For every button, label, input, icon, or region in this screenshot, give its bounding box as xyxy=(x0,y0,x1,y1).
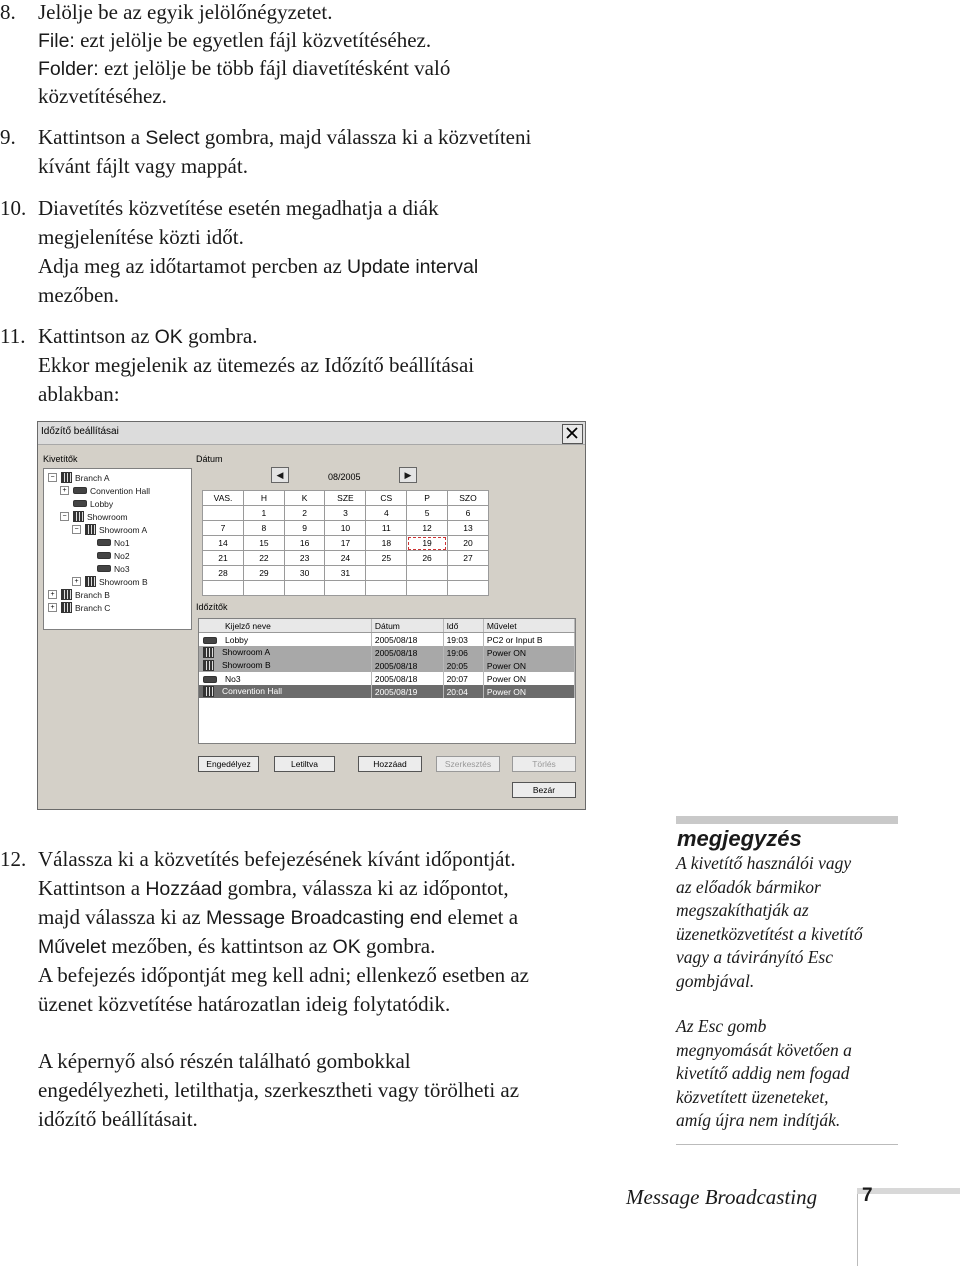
tree-item-label: Convention Hall xyxy=(90,485,151,496)
step-text: üzenet közvetítése határozatlan ideig folytatódik. xyxy=(38,992,451,1016)
step-text: majd válassza ki az xyxy=(38,905,206,929)
step-text: A befejezés időpontját meg kell adni; ellenkező esetben az xyxy=(38,963,529,987)
table-cell: Convention Hall xyxy=(222,685,283,696)
calendar-day[interactable]: 18 xyxy=(366,536,407,551)
table-cell: Power ON xyxy=(486,660,527,671)
step-number: 12. xyxy=(0,847,27,871)
step-text: gombra. xyxy=(360,934,436,958)
projector-icon xyxy=(203,676,217,683)
close-icon[interactable] xyxy=(562,424,583,444)
calendar-day[interactable] xyxy=(366,566,407,581)
add-button[interactable]: Hozzáad xyxy=(358,756,422,772)
projector-icon xyxy=(97,552,111,559)
ui-term-action: Művelet xyxy=(38,936,107,958)
tree-item-label: Showroom A xyxy=(99,524,148,535)
tree-item-label: Showroom xyxy=(87,511,128,522)
calendar-day[interactable]: 9 xyxy=(284,521,325,536)
group-icon xyxy=(85,576,96,587)
weekday-header: CS xyxy=(366,491,407,506)
calendar-day[interactable]: 1 xyxy=(244,506,285,521)
expand-icon[interactable]: + xyxy=(48,590,57,599)
column-header[interactable]: Kijelző neve xyxy=(199,619,371,633)
tree-item[interactable] xyxy=(60,497,113,510)
ui-term-ok: OK xyxy=(332,936,361,958)
closing-line: A képernyő alsó részén található gombokkal xyxy=(38,1049,411,1073)
projectors-label: Kivetítők xyxy=(43,454,78,464)
note-line: üzenetközvetítést a kivetítő xyxy=(676,923,863,944)
step-text: elemet a xyxy=(442,905,519,929)
calendar-day[interactable]: 17 xyxy=(325,536,366,551)
step-text: Ekkor megjelenik az ütemezés az Időzítő beállításai xyxy=(38,353,475,377)
step-text: gombra, válassza ki az időpontot, xyxy=(222,876,509,900)
tree-item[interactable] xyxy=(48,471,110,484)
closing-line: engedélyezheti, letilthatja, szerkesztheti vagy törölheti az xyxy=(38,1078,520,1102)
table-cell: 2005/08/19 xyxy=(374,686,418,697)
calendar-day[interactable] xyxy=(447,581,488,596)
column-header[interactable]: Művelet xyxy=(483,619,574,633)
enable-button[interactable]: Engedélyez xyxy=(198,756,259,772)
group-icon xyxy=(61,472,72,483)
projector-icon xyxy=(73,500,87,507)
group-icon xyxy=(203,686,214,697)
calendar-day[interactable] xyxy=(407,581,448,596)
weekday-header: H xyxy=(244,491,285,506)
tree-item[interactable] xyxy=(84,536,130,549)
tree-item-label: No1 xyxy=(114,537,130,548)
note-header-bar xyxy=(676,816,898,824)
expand-icon[interactable]: + xyxy=(60,486,69,495)
column-header[interactable]: Idő xyxy=(443,619,483,633)
step-8 xyxy=(0,0,640,113)
expand-icon[interactable]: + xyxy=(72,577,81,586)
calendar-grid[interactable] xyxy=(202,490,489,596)
tree-item[interactable] xyxy=(48,588,110,601)
timer-settings-dialog xyxy=(37,421,586,810)
step-9 xyxy=(0,123,640,183)
expand-icon[interactable]: + xyxy=(48,603,57,612)
group-icon xyxy=(203,660,214,671)
delete-button[interactable]: Törlés xyxy=(512,756,576,772)
group-icon xyxy=(61,602,72,613)
note-line: amíg újra nem indítják. xyxy=(676,1110,841,1130)
calendar-day[interactable]: 14 xyxy=(203,536,244,551)
step-text: megjelenítése közti időt. xyxy=(38,225,244,249)
collapse-icon[interactable]: − xyxy=(48,473,57,482)
dialog-title: Időzítő beállításai xyxy=(41,426,119,437)
step-text: gombra. xyxy=(182,324,258,348)
tree-item-label: Branch C xyxy=(75,602,111,613)
tree-item-label: No2 xyxy=(114,550,130,561)
step-number: 8. xyxy=(0,0,16,24)
collapse-icon[interactable]: − xyxy=(72,525,81,534)
ui-term-select: Select xyxy=(145,127,200,149)
tree-item[interactable] xyxy=(48,601,110,614)
tree-item[interactable] xyxy=(72,523,147,536)
step-text: Diavetítés közvetítése esetén megadhatja a diák xyxy=(38,196,439,220)
calendar-day[interactable]: 26 xyxy=(407,551,448,566)
tree-item-label: Branch B xyxy=(75,589,110,600)
table-row[interactable] xyxy=(199,659,575,672)
table-row[interactable] xyxy=(199,672,575,685)
note-line: gombjával. xyxy=(676,970,755,991)
closing-line: időzítő beállításait. xyxy=(38,1107,198,1131)
step-11 xyxy=(0,322,640,412)
calendar-day[interactable]: 21 xyxy=(203,551,244,566)
calendar-day[interactable]: 3 xyxy=(325,506,366,521)
table-row[interactable] xyxy=(199,685,575,698)
group-icon xyxy=(85,524,96,535)
calendar-day[interactable] xyxy=(325,581,366,596)
calendar-day[interactable]: 7 xyxy=(203,521,244,536)
calendar-day[interactable]: 24 xyxy=(325,551,366,566)
note-line: vagy a távirányító Esc xyxy=(676,947,833,967)
projector-icon xyxy=(73,487,87,494)
calendar-day[interactable] xyxy=(407,566,448,581)
ui-term-update-interval: Update interval xyxy=(347,256,479,278)
projector-icon xyxy=(97,565,111,572)
edit-button[interactable]: Szerkesztés xyxy=(436,756,500,772)
step-text: Kattintson az xyxy=(38,324,155,348)
step-text: ezt jelölje be egyetlen fájl közvetítéséhez. xyxy=(74,28,432,52)
tree-item-label: Branch A xyxy=(75,472,110,483)
table-cell: 2005/08/18 xyxy=(374,660,418,671)
calendar-day[interactable] xyxy=(447,566,488,581)
step-text: Kattintson a xyxy=(38,125,146,149)
tree-item-label: Showroom B xyxy=(99,576,148,587)
table-cell: PC2 or Input B xyxy=(486,634,543,645)
note-line: megnyomását követően a xyxy=(676,1039,852,1060)
weekday-header: SZO xyxy=(447,491,488,506)
disable-button[interactable]: Letiltva xyxy=(274,756,335,772)
calendar-day[interactable]: 15 xyxy=(244,536,285,551)
tree-item[interactable] xyxy=(72,575,148,588)
calendar-day[interactable]: 12 xyxy=(407,521,448,536)
note-line: A kivetítő használói vagy xyxy=(676,853,852,873)
column-header[interactable]: Dátum xyxy=(371,619,443,633)
tree-item[interactable] xyxy=(60,484,150,497)
ui-term-folder: Folder: xyxy=(38,58,99,80)
table-cell: Showroom A xyxy=(222,646,271,657)
table-cell: 2005/08/18 xyxy=(374,634,418,645)
step-text: közvetítéséhez. xyxy=(38,84,167,108)
step-number: 10. xyxy=(0,196,27,220)
tree-item-label: No3 xyxy=(114,563,130,574)
calendar-day[interactable]: 20 xyxy=(447,536,488,551)
step-text: Jelölje be az egyik jelölőnégyzetet. xyxy=(38,0,333,24)
calendar-day[interactable]: 6 xyxy=(447,506,488,521)
calendar-day[interactable] xyxy=(244,581,285,596)
calendar-day[interactable]: 13 xyxy=(447,521,488,536)
projector-tree[interactable] xyxy=(43,468,192,630)
step-text: ablakban: xyxy=(38,382,120,406)
step-text: ezt jelölje be több fájl diavetítésként való xyxy=(98,56,451,80)
timers-table[interactable] xyxy=(198,618,576,744)
table-cell: Power ON xyxy=(486,686,527,697)
calendar-day[interactable]: 4 xyxy=(366,506,407,521)
next-month-button[interactable]: ▶ xyxy=(399,467,417,483)
footer-section-title: Message Broadcasting xyxy=(626,1185,818,1209)
step-text: Adja meg az időtartamot percben az xyxy=(38,254,348,278)
calendar-day[interactable] xyxy=(203,581,244,596)
step-number: 11. xyxy=(0,324,26,348)
calendar-day[interactable] xyxy=(366,581,407,596)
table-cell: 19:03 xyxy=(446,634,468,645)
table-cell: Power ON xyxy=(486,673,527,684)
calendar-day[interactable]: 16 xyxy=(284,536,325,551)
table-row[interactable] xyxy=(199,633,575,647)
table-row[interactable] xyxy=(199,646,575,659)
close-button[interactable]: Bezár xyxy=(512,782,576,798)
table-cell: Power ON xyxy=(486,647,527,658)
step-text: kívánt fájlt vagy mappát. xyxy=(38,154,248,178)
ui-term-file: File: xyxy=(38,30,75,52)
group-icon xyxy=(203,647,214,658)
footer-divider xyxy=(857,1188,858,1266)
calendar-day[interactable]: 10 xyxy=(325,521,366,536)
calendar-day[interactable]: 19 xyxy=(407,536,448,551)
step-10 xyxy=(0,194,640,312)
calendar-day[interactable]: 27 xyxy=(447,551,488,566)
timers-label: Időzítők xyxy=(196,602,228,612)
note-divider xyxy=(676,1144,898,1145)
calendar-day[interactable]: 23 xyxy=(284,551,325,566)
calendar-day[interactable]: 28 xyxy=(203,566,244,581)
calendar-day[interactable]: 30 xyxy=(284,566,325,581)
table-cell: 20:05 xyxy=(446,660,468,671)
table-cell: No3 xyxy=(225,673,241,684)
weekday-header: K xyxy=(284,491,325,506)
tree-item[interactable] xyxy=(84,549,130,562)
note-line: Az Esc gomb xyxy=(676,1016,767,1036)
ui-term-message-broadcasting-end: Message Broadcasting end xyxy=(205,907,443,929)
date-label: Dátum xyxy=(196,454,223,464)
calendar-day[interactable]: 31 xyxy=(325,566,366,581)
step-text: mezőben. xyxy=(38,283,120,307)
calendar-day[interactable]: 8 xyxy=(244,521,285,536)
table-cell: Lobby xyxy=(225,634,249,645)
step-text: Kattintson a xyxy=(38,876,146,900)
step-number: 9. xyxy=(0,125,16,149)
group-icon xyxy=(73,511,84,522)
step-text: mezőben, és kattintson az xyxy=(106,934,333,958)
note-line: kivetítő addig nem fogad xyxy=(676,1063,850,1083)
tree-item[interactable] xyxy=(60,510,128,523)
calendar-day[interactable]: 5 xyxy=(407,506,448,521)
note-line: az előadók bármikor xyxy=(676,876,821,897)
table-cell: 2005/08/18 xyxy=(374,647,418,658)
step-text: Válassza ki a közvetítés befejezésének kívánt időpontját. xyxy=(38,847,516,871)
calendar-day[interactable]: 25 xyxy=(366,551,407,566)
table-cell: 2005/08/18 xyxy=(374,673,418,684)
calendar-day[interactable]: 29 xyxy=(244,566,285,581)
note-line: megszakíthatják az xyxy=(676,900,809,920)
calendar-day[interactable]: 2 xyxy=(284,506,325,521)
calendar-day[interactable]: 22 xyxy=(244,551,285,566)
ui-term-ok: OK xyxy=(154,326,183,348)
calendar-day[interactable] xyxy=(284,581,325,596)
projector-icon xyxy=(97,539,111,546)
note-line: közvetített üzeneteket, xyxy=(676,1086,829,1107)
step-text: gombra, majd válassza ki a közvetíteni xyxy=(199,125,532,149)
prev-month-button[interactable]: ◀ xyxy=(271,467,289,483)
month-label: 08/2005 xyxy=(328,472,361,482)
table-cell: 20:07 xyxy=(446,673,468,684)
note-title: megjegyzés xyxy=(677,826,802,851)
page-number: 7 xyxy=(862,1185,873,1206)
calendar-day[interactable]: 11 xyxy=(366,521,407,536)
group-icon xyxy=(61,589,72,600)
table-cell: 19:06 xyxy=(446,647,468,658)
tree-item[interactable] xyxy=(84,562,130,575)
weekday-header: P xyxy=(407,491,448,506)
dialog-title-bar xyxy=(38,422,585,445)
table-cell: 20:04 xyxy=(446,686,468,697)
projector-icon xyxy=(203,637,217,644)
step-12 xyxy=(0,845,640,1025)
tree-item-label: Lobby xyxy=(90,498,114,509)
weekday-header: SZE xyxy=(325,491,366,506)
calendar-day[interactable] xyxy=(203,506,244,521)
ui-term-add: Hozzáad xyxy=(145,878,223,900)
collapse-icon[interactable]: − xyxy=(60,512,69,521)
table-cell: Showroom B xyxy=(222,659,271,670)
weekday-header: VAS. xyxy=(203,491,244,506)
